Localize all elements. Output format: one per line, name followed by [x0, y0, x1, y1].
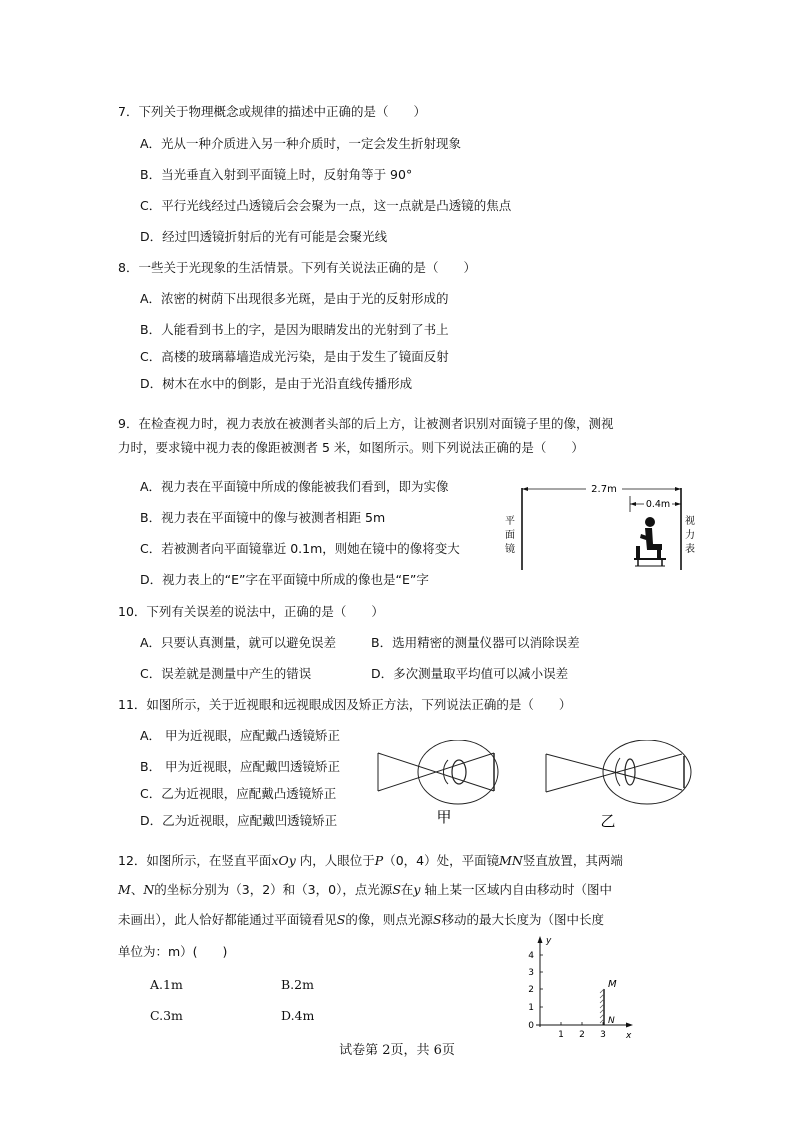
label-yi: 乙 — [600, 812, 616, 830]
q11-option-c: C．乙为近视眼，应配戴凸透镜矫正 — [140, 786, 337, 801]
mirror-label-3: 镜 — [505, 544, 515, 555]
q12-stem-line2: M、N的坐标分别为（3，2）和（3，0），点光源S在y 轴上某一区域内自由移动时（图中 — [118, 882, 612, 897]
q8-option-b: B．人能看到书上的字，是因为眼睛发出的光射到了书上 — [140, 322, 449, 337]
q11-stem: 11．如图所示，关于近视眼和远视眼成因及矫正方法，下列说法正确的是（ ） — [118, 697, 572, 712]
dimension-small-label: 0.4m — [645, 499, 671, 510]
q12-option-c: C.3m — [150, 1008, 183, 1023]
q8-option-d: D．树木在水中的倒影，是由于光沿直线传播形成 — [140, 376, 413, 391]
q9-eye-test-figure — [500, 478, 700, 574]
q9-option-c: C．若被测者向平面镜靠近 0.1m，则她在镜中的像将变大 — [140, 541, 460, 556]
page-footer: 试卷第 2页，共 6页 — [339, 1043, 455, 1058]
y-axis-label: y — [546, 936, 552, 946]
q12-stem-line4: 单位为：m）( ) — [118, 944, 228, 959]
q11-option-a: A． 甲为近视眼，应配戴凸透镜矫正 — [140, 728, 341, 743]
chart-label-1: 视 — [685, 516, 695, 527]
dimension-total-label: 2.7m — [591, 484, 617, 495]
q8-option-c: C．高楼的玻璃幕墙造成光污染，是由于发生了镜面反射 — [140, 349, 449, 364]
x-tick-2: 2 — [579, 1030, 585, 1040]
q12-option-d: D.4m — [281, 1008, 315, 1023]
q10-option-d: D．多次测量取平均值可以减小误差 — [371, 666, 569, 681]
q10-option-a: A．只要认真测量，就可以避免误差 — [140, 635, 337, 650]
q11-eye-figure — [372, 740, 702, 834]
seated-person-icon — [634, 517, 666, 566]
q10-option-b: B．选用精密的测量仪器可以消除误差 — [371, 635, 580, 650]
label-jia: 甲 — [436, 808, 452, 826]
y-tick-4: 4 — [528, 951, 534, 961]
q9-option-d: D．视力表上的“E”字在平面镜中所成的像也是“E”字 — [140, 572, 429, 587]
chart-label-2: 力 — [685, 530, 695, 541]
q7-option-d: D．经过凹透镜折射后的光有可能是会聚光线 — [140, 229, 388, 244]
q9-option-b: B．视力表在平面镜中的像与被测者相距 5m — [140, 510, 386, 525]
q9-stem-line1: 9．在检查视力时，视力表放在被测者头部的后上方，让被测者识别对面镜子里的像，测视 — [118, 416, 614, 431]
y-tick-3: 3 — [528, 968, 534, 978]
y-tick-1: 1 — [528, 1003, 534, 1013]
point-m-label: M — [608, 979, 617, 990]
eye-diagram-jia — [378, 740, 498, 804]
q8-option-a: A．浓密的树荫下出现很多光斑，是由于光的反射形成的 — [140, 291, 449, 306]
q7-option-b: B．当光垂直入射到平面镜上时，反射角等于 90° — [140, 167, 413, 182]
x-axis-label: x — [626, 1031, 632, 1041]
mirror-label-1: 平 — [505, 516, 515, 527]
q12-option-a: A.1m — [150, 977, 183, 992]
q12-stem-line1: 12．如图所示，在竖直平面xOy 内，人眼位于P（0，4）处，平面镜MN竖直放置，其两端 — [118, 853, 623, 868]
q7-option-c: C．平行光线经过凸透镜后会会聚为一点，这一点就是凸透镜的焦点 — [140, 198, 512, 213]
q8-stem: 8．一些关于光现象的生活情景。下列有关说法正确的是（ ） — [118, 260, 476, 275]
y-tick-2: 2 — [528, 985, 534, 995]
q9-option-a: A．视力表在平面镜中所成的像能被我们看到，即为实像 — [140, 479, 449, 494]
x-tick-1: 1 — [558, 1030, 564, 1040]
origin-label: 0 — [528, 1021, 534, 1031]
x-tick-3: 3 — [600, 1030, 606, 1040]
q7-stem: 7．下列关于物理概念或规律的描述中正确的是（ ） — [118, 104, 426, 119]
q10-option-c: C．误差就是测量中产生的错误 — [140, 666, 312, 681]
point-n-label: N — [608, 1016, 615, 1026]
q9-stem-line2: 力时，要求镜中视力表的像距被测者 5 米，如图所示。则下列说法正确的是（ ） — [118, 440, 584, 455]
q10-stem: 10．下列有关误差的说法中，正确的是（ ） — [118, 604, 384, 619]
q12-option-b: B.2m — [281, 977, 314, 992]
q11-option-d: D．乙为近视眼，应配戴凹透镜矫正 — [140, 813, 338, 828]
mirror-label-2: 面 — [505, 530, 515, 541]
q12-stem-line3: 未画出），此人恰好都能通过平面镜看见S的像，则点光源S移动的最大长度为（图中长度 — [118, 912, 604, 927]
eye-diagram-yi — [546, 740, 691, 804]
chart-label-3: 表 — [685, 544, 695, 555]
q11-option-b: B． 甲为近视眼，应配戴凹透镜矫正 — [140, 759, 341, 774]
q12-coordinate-graph — [520, 934, 640, 1044]
q7-option-a: A．光从一种介质进入另一种介质时，一定会发生折射现象 — [140, 136, 462, 151]
